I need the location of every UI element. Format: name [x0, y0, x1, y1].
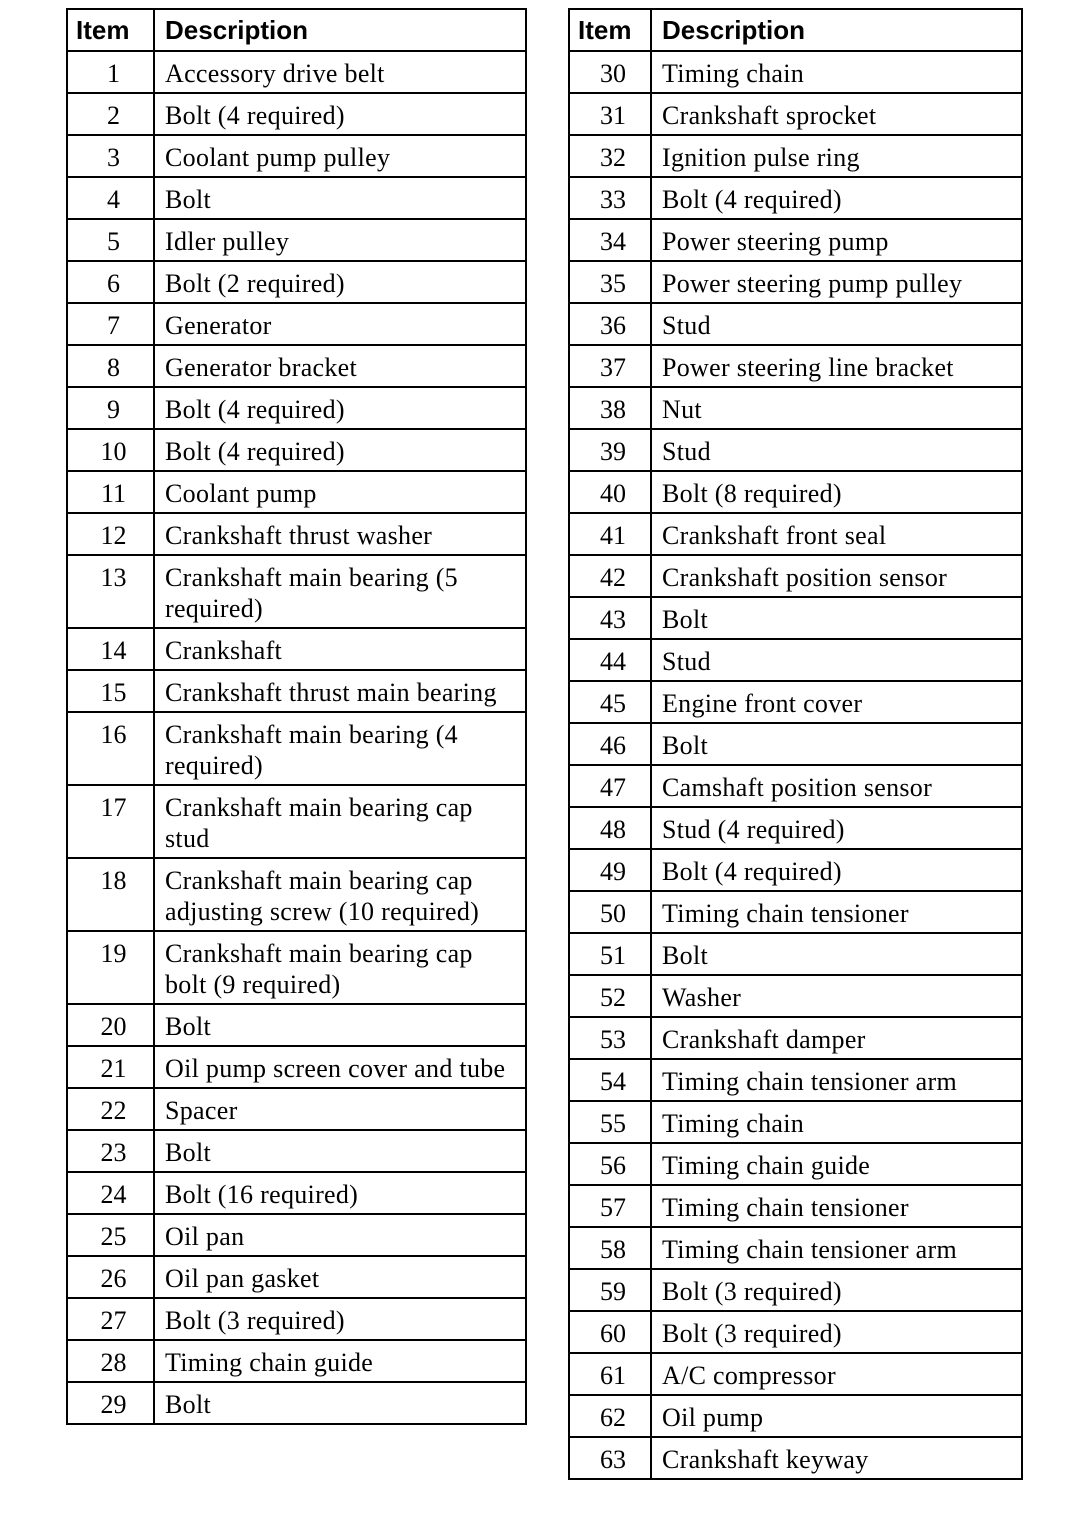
table-row: [569, 891, 1022, 933]
item-number: 27: [67, 1298, 154, 1340]
item-column-header: Item: [67, 9, 154, 51]
item-number: 35: [569, 261, 651, 303]
description-column-header: Description: [651, 9, 1022, 51]
item-number: 13: [67, 555, 154, 628]
item-number: 45: [569, 681, 651, 723]
item-description: Bolt: [154, 1130, 526, 1172]
table-row: [569, 1059, 1022, 1101]
table-row: [569, 555, 1022, 597]
table-row: [569, 261, 1022, 303]
item-description: Crankshaft: [154, 628, 526, 670]
item-description: Crankshaft main bearing (5 required): [154, 555, 526, 628]
item-number: 59: [569, 1269, 651, 1311]
table-row: [67, 1256, 526, 1298]
table-row: [569, 1395, 1022, 1437]
item-description: Timing chain: [651, 1101, 1022, 1143]
table-row: [569, 177, 1022, 219]
table-row: [569, 1311, 1022, 1353]
item-column-header: Item: [569, 9, 651, 51]
table-row: [569, 723, 1022, 765]
item-number: 62: [569, 1395, 651, 1437]
item-number: 34: [569, 219, 651, 261]
table-row: [569, 765, 1022, 807]
table-row: [569, 1227, 1022, 1269]
item-number: 51: [569, 933, 651, 975]
item-description: Bolt: [154, 1382, 526, 1424]
item-number: 5: [67, 219, 154, 261]
item-number: 1: [67, 51, 154, 93]
table-row: [569, 681, 1022, 723]
item-description: Crankshaft main bearing cap bolt (9 required): [154, 931, 526, 1004]
table-row: [569, 1185, 1022, 1227]
item-number: 48: [569, 807, 651, 849]
item-number: 16: [67, 712, 154, 785]
table-row: [67, 345, 526, 387]
table-row: [569, 387, 1022, 429]
item-number: 30: [569, 51, 651, 93]
item-description: Stud (4 required): [651, 807, 1022, 849]
item-number: 39: [569, 429, 651, 471]
item-number: 49: [569, 849, 651, 891]
item-number: 54: [569, 1059, 651, 1101]
item-number: 26: [67, 1256, 154, 1298]
item-description: Bolt (4 required): [154, 93, 526, 135]
item-number: 63: [569, 1437, 651, 1479]
item-description: Timing chain tensioner: [651, 1185, 1022, 1227]
table-row: [67, 93, 526, 135]
item-description: Crankshaft keyway: [651, 1437, 1022, 1479]
table-row: [569, 471, 1022, 513]
table-row: [569, 849, 1022, 891]
item-number: 37: [569, 345, 651, 387]
item-number: 38: [569, 387, 651, 429]
table-row: [67, 135, 526, 177]
item-number: 15: [67, 670, 154, 712]
item-description: Power steering pump: [651, 219, 1022, 261]
item-description: Crankshaft front seal: [651, 513, 1022, 555]
item-number: 6: [67, 261, 154, 303]
parts-table-left-body: [67, 51, 526, 1424]
item-number: 17: [67, 785, 154, 858]
item-number: 24: [67, 1172, 154, 1214]
item-description: Timing chain tensioner arm: [651, 1227, 1022, 1269]
item-number: 3: [67, 135, 154, 177]
item-description: Engine front cover: [651, 681, 1022, 723]
parts-table-right-body: [569, 51, 1022, 1479]
table-row: [569, 933, 1022, 975]
table-row: [569, 1437, 1022, 1479]
item-number: 57: [569, 1185, 651, 1227]
item-description: Camshaft position sensor: [651, 765, 1022, 807]
item-description: Crankshaft thrust washer: [154, 513, 526, 555]
item-description: Bolt: [651, 933, 1022, 975]
item-number: 41: [569, 513, 651, 555]
table-row: [67, 219, 526, 261]
table-row: [67, 712, 526, 785]
item-number: 20: [67, 1004, 154, 1046]
item-description: Bolt (2 required): [154, 261, 526, 303]
table-row: [569, 1269, 1022, 1311]
item-number: 43: [569, 597, 651, 639]
parts-table-right: [568, 8, 1023, 1480]
table-row: [569, 219, 1022, 261]
item-description: Timing chain tensioner: [651, 891, 1022, 933]
table-row: [569, 639, 1022, 681]
table-row: [67, 1298, 526, 1340]
item-number: 44: [569, 639, 651, 681]
table-row: [67, 51, 526, 93]
table-row: [569, 345, 1022, 387]
item-description: Crankshaft sprocket: [651, 93, 1022, 135]
item-number: 46: [569, 723, 651, 765]
table-row: [569, 807, 1022, 849]
item-description: Crankshaft main bearing (4 required): [154, 712, 526, 785]
item-description: Timing chain guide: [154, 1340, 526, 1382]
item-description: Accessory drive belt: [154, 51, 526, 93]
table-row: [67, 1340, 526, 1382]
item-description: Crankshaft main bearing cap stud: [154, 785, 526, 858]
table-row: [67, 387, 526, 429]
item-number: 53: [569, 1017, 651, 1059]
item-number: 25: [67, 1214, 154, 1256]
item-description: Stud: [651, 639, 1022, 681]
parts-table-left: [66, 8, 527, 1425]
table-header-row: [67, 9, 526, 51]
description-column-header: Description: [154, 9, 526, 51]
item-description: Spacer: [154, 1088, 526, 1130]
table-row: [67, 471, 526, 513]
table-row: [569, 1353, 1022, 1395]
item-description: Ignition pulse ring: [651, 135, 1022, 177]
item-number: 58: [569, 1227, 651, 1269]
table-row: [67, 931, 526, 1004]
table-row: [67, 1130, 526, 1172]
item-number: 12: [67, 513, 154, 555]
item-description: Crankshaft position sensor: [651, 555, 1022, 597]
table-row: [67, 1172, 526, 1214]
item-number: 31: [569, 93, 651, 135]
item-description: Crankshaft main bearing cap adjusting screw (10 required): [154, 858, 526, 931]
item-number: 55: [569, 1101, 651, 1143]
item-description: Crankshaft damper: [651, 1017, 1022, 1059]
item-number: 8: [67, 345, 154, 387]
item-description: Generator: [154, 303, 526, 345]
item-number: 32: [569, 135, 651, 177]
table-row: [569, 1101, 1022, 1143]
item-description: A/C compressor: [651, 1353, 1022, 1395]
item-number: 56: [569, 1143, 651, 1185]
table-row: [67, 261, 526, 303]
item-description: Timing chain guide: [651, 1143, 1022, 1185]
item-number: 33: [569, 177, 651, 219]
item-number: 22: [67, 1088, 154, 1130]
table-row: [569, 513, 1022, 555]
item-description: Bolt (4 required): [651, 177, 1022, 219]
item-number: 9: [67, 387, 154, 429]
item-number: 19: [67, 931, 154, 1004]
item-description: Bolt: [651, 597, 1022, 639]
item-number: 2: [67, 93, 154, 135]
item-description: Power steering pump pulley: [651, 261, 1022, 303]
item-description: Bolt: [154, 1004, 526, 1046]
table-row: [67, 1046, 526, 1088]
table-row: [569, 303, 1022, 345]
item-number: 4: [67, 177, 154, 219]
item-number: 7: [67, 303, 154, 345]
item-description: Oil pan: [154, 1214, 526, 1256]
item-description: Stud: [651, 429, 1022, 471]
item-description: Stud: [651, 303, 1022, 345]
item-description: Bolt (8 required): [651, 471, 1022, 513]
item-description: Power steering line bracket: [651, 345, 1022, 387]
item-number: 10: [67, 429, 154, 471]
item-description: Bolt (3 required): [154, 1298, 526, 1340]
item-description: Idler pulley: [154, 219, 526, 261]
table-row: [67, 177, 526, 219]
table-row: [569, 1143, 1022, 1185]
item-description: Bolt (4 required): [651, 849, 1022, 891]
item-number: 29: [67, 1382, 154, 1424]
item-description: Generator bracket: [154, 345, 526, 387]
table-row: [569, 597, 1022, 639]
item-description: Coolant pump pulley: [154, 135, 526, 177]
table-row: [569, 93, 1022, 135]
item-number: 42: [569, 555, 651, 597]
item-number: 50: [569, 891, 651, 933]
table-row: [67, 1088, 526, 1130]
table-row: [569, 1017, 1022, 1059]
item-description: Bolt (4 required): [154, 429, 526, 471]
item-description: Oil pan gasket: [154, 1256, 526, 1298]
table-row: [569, 51, 1022, 93]
item-description: Bolt (3 required): [651, 1269, 1022, 1311]
item-description: Bolt (16 required): [154, 1172, 526, 1214]
table-row: [569, 429, 1022, 471]
table-row: [67, 858, 526, 931]
item-number: 60: [569, 1311, 651, 1353]
item-number: 52: [569, 975, 651, 1017]
table-row: [67, 1214, 526, 1256]
item-number: 47: [569, 765, 651, 807]
item-description: Oil pump: [651, 1395, 1022, 1437]
item-description: Washer: [651, 975, 1022, 1017]
table-row: [67, 429, 526, 471]
table-row: [67, 1382, 526, 1424]
item-number: 18: [67, 858, 154, 931]
item-description: Nut: [651, 387, 1022, 429]
item-number: 61: [569, 1353, 651, 1395]
table-row: [67, 670, 526, 712]
table-row: [67, 1004, 526, 1046]
table-row: [569, 975, 1022, 1017]
item-description: Bolt (3 required): [651, 1311, 1022, 1353]
item-description: Bolt: [154, 177, 526, 219]
item-number: 36: [569, 303, 651, 345]
item-description: Timing chain tensioner arm: [651, 1059, 1022, 1101]
item-number: 23: [67, 1130, 154, 1172]
table-row: [67, 513, 526, 555]
table-row: [569, 135, 1022, 177]
item-number: 11: [67, 471, 154, 513]
item-number: 28: [67, 1340, 154, 1382]
table-row: [67, 785, 526, 858]
item-number: 21: [67, 1046, 154, 1088]
item-number: 40: [569, 471, 651, 513]
table-row: [67, 628, 526, 670]
item-number: 14: [67, 628, 154, 670]
table-row: [67, 303, 526, 345]
item-description: Bolt: [651, 723, 1022, 765]
item-description: Timing chain: [651, 51, 1022, 93]
item-description: Bolt (4 required): [154, 387, 526, 429]
item-description: Oil pump screen cover and tube: [154, 1046, 526, 1088]
item-description: Crankshaft thrust main bearing: [154, 670, 526, 712]
item-description: Coolant pump: [154, 471, 526, 513]
table-header-row: [569, 9, 1022, 51]
table-row: [67, 555, 526, 628]
